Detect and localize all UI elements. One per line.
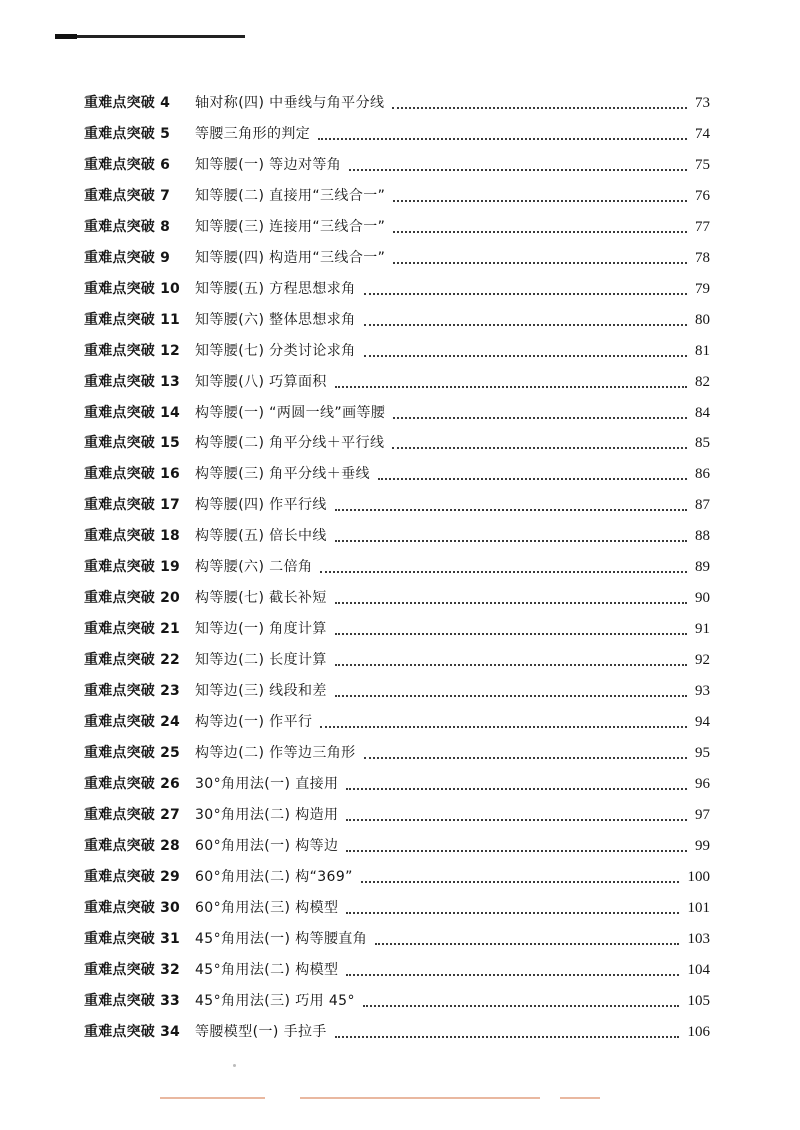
toc-entry-title: 知等腰(六) 整体思想求角 xyxy=(195,309,362,331)
toc-entry-title: 知等腰(四) 构造用“三线合一” xyxy=(195,247,391,269)
dot-leader xyxy=(346,788,687,790)
dot-leader xyxy=(393,262,687,264)
dot-leader xyxy=(346,819,687,821)
toc-entry-label: 重难点突破 21 xyxy=(84,621,180,637)
toc-entry-title: 构等边(一) 作平行 xyxy=(195,711,318,733)
dot-leader xyxy=(349,169,687,171)
toc-entry-label: 重难点突破 29 xyxy=(84,869,180,885)
toc-entry-title: 30°角用法(一) 直接用 xyxy=(195,773,344,795)
bottom-edge-mark-left xyxy=(160,1097,265,1099)
toc-entry[interactable] xyxy=(84,92,710,114)
toc-entry-title: 知等腰(八) 巧算面积 xyxy=(195,371,333,393)
toc-entry-label: 重难点突破 28 xyxy=(84,838,180,854)
toc-entry-label: 重难点突破 24 xyxy=(84,714,180,730)
dot-leader xyxy=(318,138,687,140)
toc-entry[interactable] xyxy=(84,990,710,1012)
toc-entry-page-number: 73 xyxy=(695,95,710,111)
toc-entry-page-number: 92 xyxy=(695,652,710,668)
toc-entry-label: 重难点突破 5 xyxy=(84,126,171,142)
toc-entry[interactable] xyxy=(84,402,710,424)
toc-entry-label: 重难点突破 11 xyxy=(84,312,180,328)
toc-entry-title: 构等腰(五) 倍长中线 xyxy=(195,525,333,547)
toc-entry-page-number: 82 xyxy=(695,374,710,390)
toc-entry-title: 构等腰(二) 角平分线＋平行线 xyxy=(195,432,390,454)
toc-entry[interactable] xyxy=(84,463,710,485)
toc-entry[interactable] xyxy=(84,711,710,733)
toc-entry-page-number: 75 xyxy=(695,157,710,173)
toc-entry[interactable] xyxy=(84,556,710,578)
toc-entry-page-number: 87 xyxy=(695,497,710,513)
toc-entry-page-number: 85 xyxy=(695,435,710,451)
toc-entry[interactable] xyxy=(84,773,710,795)
toc-entry-page-number: 91 xyxy=(695,621,710,637)
toc-entry-label: 重难点突破 31 xyxy=(84,931,180,947)
toc-entry-title: 构等腰(三) 角平分线＋垂线 xyxy=(195,463,376,485)
toc-entry[interactable] xyxy=(84,1021,710,1043)
toc-entry-page-number: 100 xyxy=(687,869,710,885)
toc-entry-title: 知等边(二) 长度计算 xyxy=(195,649,333,671)
toc-entry-label: 重难点突破 33 xyxy=(84,993,180,1009)
dot-leader xyxy=(364,293,687,295)
toc-entry[interactable] xyxy=(84,680,710,702)
toc-entry-title: 30°角用法(二) 构造用 xyxy=(195,804,344,826)
toc-entry[interactable] xyxy=(84,804,710,826)
toc-entry[interactable] xyxy=(84,928,710,950)
toc-entry-label: 重难点突破 16 xyxy=(84,466,180,482)
toc-entry-title: 知等腰(二) 直接用“三线合一” xyxy=(195,185,391,207)
toc-entry[interactable] xyxy=(84,587,710,609)
dot-leader xyxy=(393,200,687,202)
toc-entry-title: 知等腰(三) 连接用“三线合一” xyxy=(195,216,391,238)
toc-entry-label: 重难点突破 23 xyxy=(84,683,180,699)
toc-entry[interactable] xyxy=(84,618,710,640)
dot-leader xyxy=(346,850,687,852)
toc-entry[interactable] xyxy=(84,247,710,269)
toc-entry-label: 重难点突破 17 xyxy=(84,497,180,513)
toc-entry-page-number: 95 xyxy=(695,745,710,761)
toc-entry-label: 重难点突破 32 xyxy=(84,962,180,978)
toc-entry-label: 重难点突破 22 xyxy=(84,652,180,668)
toc-entry-page-number: 104 xyxy=(687,962,710,978)
toc-entry-label: 重难点突破 20 xyxy=(84,590,180,606)
bottom-edge-mark-right xyxy=(560,1097,600,1099)
dot-leader xyxy=(393,417,687,419)
toc-entry[interactable] xyxy=(84,866,710,888)
dot-leader xyxy=(378,478,687,480)
toc-entry[interactable] xyxy=(84,123,710,145)
toc-entry-title: 构等腰(六) 二倍角 xyxy=(195,556,318,578)
dot-leader xyxy=(363,1005,679,1007)
toc-entry-title: 知等边(一) 角度计算 xyxy=(195,618,333,640)
toc-entry-title: 等腰模型(一) 手拉手 xyxy=(195,1021,333,1043)
toc-entry-label: 重难点突破 8 xyxy=(84,219,171,235)
toc-entry-page-number: 93 xyxy=(695,683,710,699)
toc-entry-label: 重难点突破 10 xyxy=(84,281,180,297)
toc-entry-label: 重难点突破 18 xyxy=(84,528,180,544)
toc-entry[interactable] xyxy=(84,525,710,547)
toc-entry-title: 构等边(二) 作等边三角形 xyxy=(195,742,362,764)
toc-entry-page-number: 79 xyxy=(695,281,710,297)
dot-leader xyxy=(335,509,687,511)
toc-entry-page-number: 81 xyxy=(695,343,710,359)
toc-entry-title: 构等腰(七) 截长补短 xyxy=(195,587,333,609)
toc-entry[interactable] xyxy=(84,371,710,393)
toc-entry[interactable] xyxy=(84,185,710,207)
toc-entry-label: 重难点突破 13 xyxy=(84,374,180,390)
toc-entry[interactable] xyxy=(84,959,710,981)
toc-entry-title: 60°角用法(三) 构模型 xyxy=(195,897,344,919)
toc-entry-page-number: 90 xyxy=(695,590,710,606)
toc-entry-title: 知等边(三) 线段和差 xyxy=(195,680,333,702)
toc-entry-label: 重难点突破 15 xyxy=(84,435,180,451)
toc-entry-page-number: 103 xyxy=(687,931,710,947)
dot-leader xyxy=(393,231,687,233)
toc-entry-page-number: 74 xyxy=(695,126,710,142)
toc-entry-page-number: 77 xyxy=(695,219,710,235)
toc-entry-page-number: 80 xyxy=(695,312,710,328)
toc-entry-page-number: 88 xyxy=(695,528,710,544)
dot-leader xyxy=(335,386,687,388)
bottom-edge-mark-center xyxy=(300,1097,540,1099)
dot-leader xyxy=(320,571,687,573)
dot-leader xyxy=(392,107,687,109)
toc-entry-page-number: 78 xyxy=(695,250,710,266)
toc-entry-label: 重难点突破 14 xyxy=(84,405,180,421)
toc-entry[interactable] xyxy=(84,216,710,238)
toc-entry-label: 重难点突破 6 xyxy=(84,157,171,173)
toc-entry-title: 知等腰(七) 分类讨论求角 xyxy=(195,340,362,362)
toc-entry[interactable] xyxy=(84,897,710,919)
toc-entry-label: 重难点突破 9 xyxy=(84,250,171,266)
toc-entry[interactable] xyxy=(84,742,710,764)
toc-entry-page-number: 101 xyxy=(687,900,710,916)
toc-entry-page-number: 106 xyxy=(687,1024,710,1040)
toc-entry[interactable] xyxy=(84,309,710,331)
toc-entry-title: 构等腰(一) “两圆一线”画等腰 xyxy=(195,402,391,424)
toc-entry-title: 60°角用法(一) 构等边 xyxy=(195,835,344,857)
toc-entry[interactable] xyxy=(84,340,710,362)
toc-entry-title: 知等腰(五) 方程思想求角 xyxy=(195,278,362,300)
toc-entry-title: 等腰三角形的判定 xyxy=(195,123,316,145)
toc-entry-page-number: 86 xyxy=(695,466,710,482)
toc-entry-page-number: 99 xyxy=(695,838,710,854)
toc-entry-title: 45°角用法(二) 构模型 xyxy=(195,959,344,981)
toc-entry-title: 45°角用法(三) 巧用 45° xyxy=(195,990,361,1012)
toc-entry[interactable] xyxy=(84,432,710,454)
toc-entry-page-number: 89 xyxy=(695,559,710,575)
toc-entry-page-number: 84 xyxy=(695,405,710,421)
toc-entry-label: 重难点突破 7 xyxy=(84,188,171,204)
dot-leader xyxy=(364,324,687,326)
toc-entry-title: 45°角用法(一) 构等腰直角 xyxy=(195,928,373,950)
dot-leader xyxy=(375,943,679,945)
dot-leader xyxy=(335,1036,679,1038)
toc-entry-label: 重难点突破 26 xyxy=(84,776,180,792)
toc-entry-label: 重难点突破 19 xyxy=(84,559,180,575)
toc-entry-label: 重难点突破 12 xyxy=(84,343,180,359)
toc-entry-label: 重难点突破 34 xyxy=(84,1024,180,1040)
dot-leader xyxy=(346,974,679,976)
dot-leader xyxy=(335,695,687,697)
toc-entry[interactable] xyxy=(84,649,710,671)
dot-leader xyxy=(361,881,679,883)
toc-entry-page-number: 96 xyxy=(695,776,710,792)
dot-leader xyxy=(392,447,687,449)
dot-leader xyxy=(346,912,679,914)
toc-entry-label: 重难点突破 4 xyxy=(84,95,171,111)
dot-leader xyxy=(335,540,687,542)
toc-entry[interactable] xyxy=(84,278,710,300)
toc-entry[interactable] xyxy=(84,154,710,176)
dot-leader xyxy=(364,757,687,759)
toc-entry-title: 知等腰(一) 等边对等角 xyxy=(195,154,347,176)
dot-leader xyxy=(335,633,687,635)
dot-leader xyxy=(364,355,687,357)
toc-entry-page-number: 94 xyxy=(695,714,710,730)
toc-entry-title: 60°角用法(二) 构“369” xyxy=(195,866,359,888)
dot-leader xyxy=(335,602,687,604)
scan-speck xyxy=(233,1064,236,1067)
toc-entry-label: 重难点突破 30 xyxy=(84,900,180,916)
toc-entry-label: 重难点突破 25 xyxy=(84,745,180,761)
toc-entry-title: 轴对称(四) 中垂线与角平分线 xyxy=(195,92,390,114)
dot-leader xyxy=(335,664,687,666)
toc-entry-title: 构等腰(四) 作平行线 xyxy=(195,494,333,516)
toc-entry[interactable] xyxy=(84,835,710,857)
toc-entry-page-number: 76 xyxy=(695,188,710,204)
toc-entry-page-number: 97 xyxy=(695,807,710,823)
toc-entry[interactable] xyxy=(84,494,710,516)
toc-entry-page-number: 105 xyxy=(687,993,710,1009)
dot-leader xyxy=(320,726,687,728)
toc-entry-label: 重难点突破 27 xyxy=(84,807,180,823)
